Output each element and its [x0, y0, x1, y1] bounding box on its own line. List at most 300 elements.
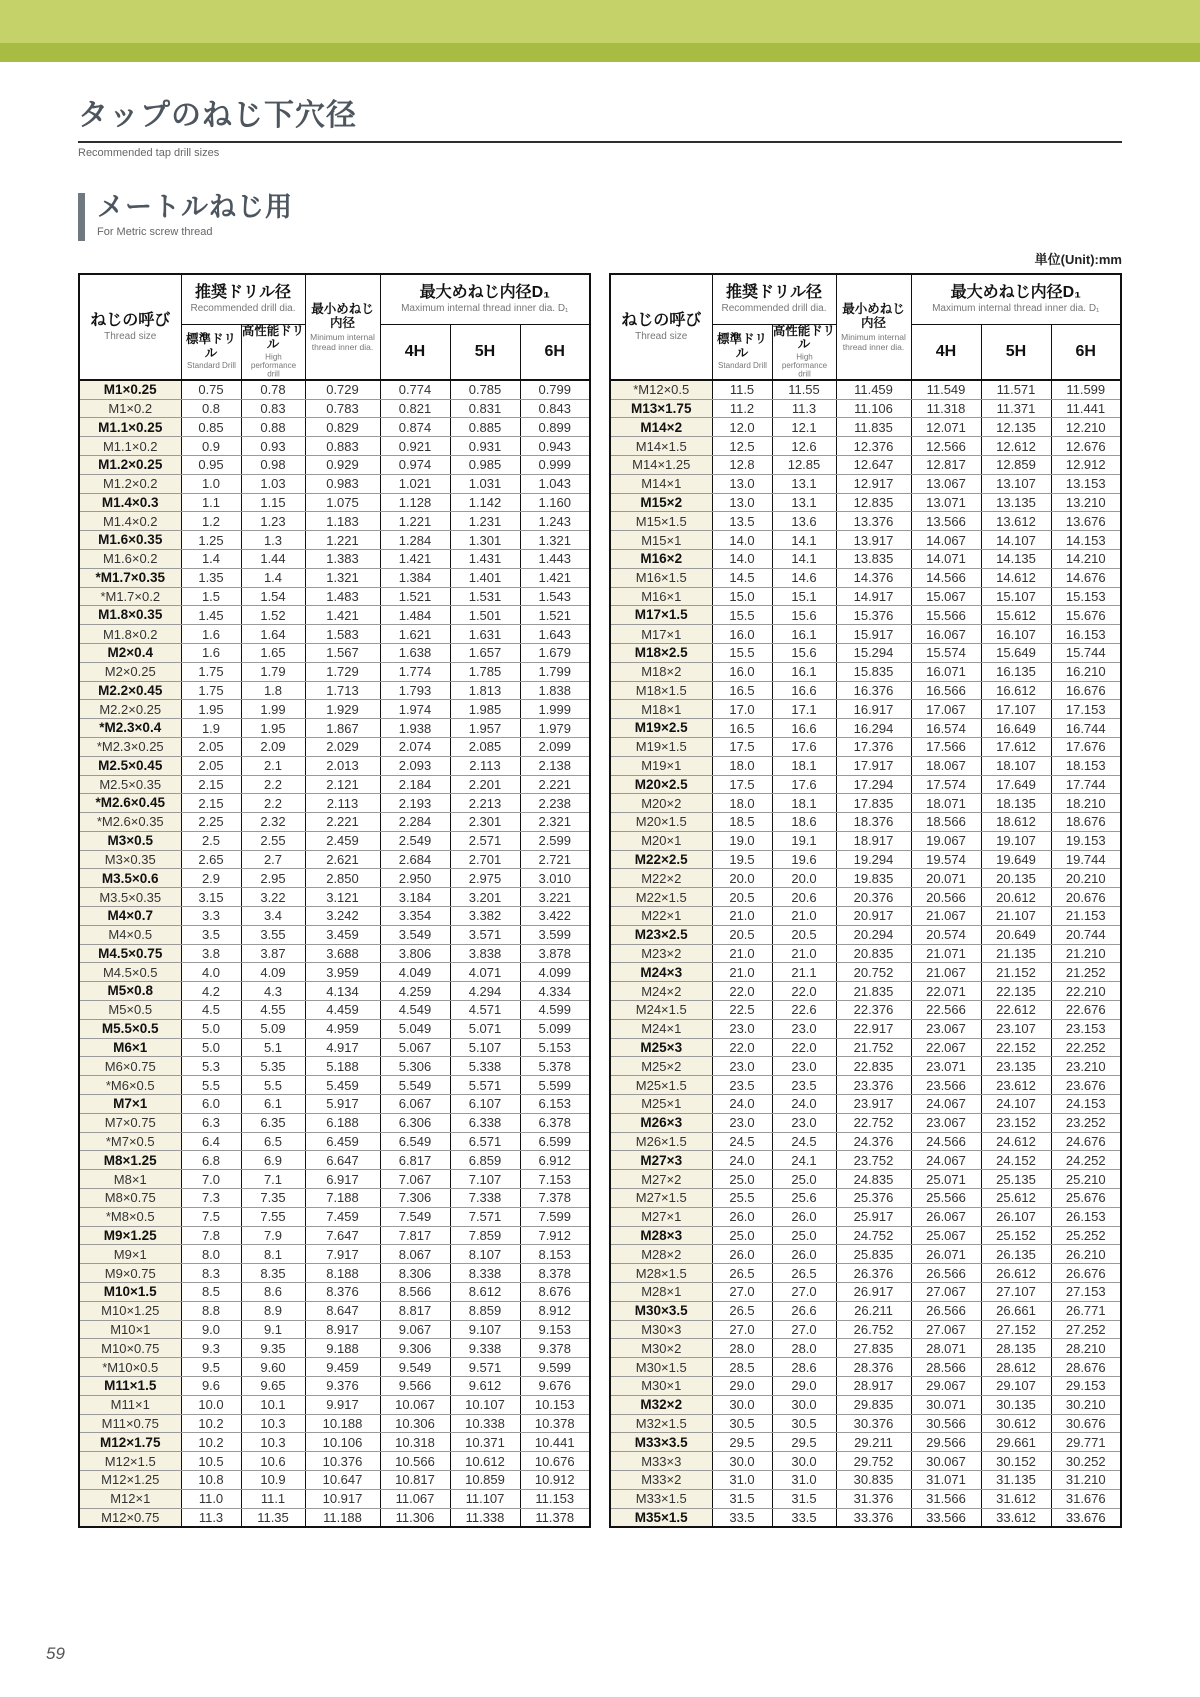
value-cell: 6.067: [380, 1095, 450, 1114]
value-cell: 1.44: [241, 549, 305, 568]
thread-size-cell: *M1.7×0.2: [79, 587, 181, 606]
value-cell: 6.35: [241, 1113, 305, 1132]
value-cell: 29.5: [772, 1433, 836, 1452]
thread-size-cell: *M8×0.5: [79, 1207, 181, 1226]
value-cell: 28.0: [772, 1339, 836, 1358]
value-cell: 7.859: [450, 1226, 520, 1245]
thread-size-cell: M15×1.5: [610, 512, 712, 531]
value-cell: 27.153: [1051, 1283, 1121, 1302]
value-cell: 1.531: [450, 587, 520, 606]
value-cell: 26.211: [836, 1301, 911, 1320]
value-cell: 26.376: [836, 1264, 911, 1283]
value-cell: 33.676: [1051, 1508, 1121, 1527]
value-cell: 15.294: [836, 643, 911, 662]
value-cell: 8.612: [450, 1283, 520, 1302]
value-cell: 23.0: [712, 1113, 772, 1132]
table-row: [610, 869, 1121, 888]
value-cell: 25.0: [712, 1170, 772, 1189]
value-cell: 4.09: [241, 963, 305, 982]
value-cell: 7.067: [380, 1170, 450, 1189]
value-cell: 8.1: [241, 1245, 305, 1264]
value-cell: 0.783: [305, 399, 380, 418]
value-cell: 17.649: [981, 775, 1051, 794]
value-cell: 2.571: [450, 831, 520, 850]
value-cell: 21.752: [836, 1038, 911, 1057]
table-row: [610, 1076, 1121, 1095]
value-cell: 20.612: [981, 888, 1051, 907]
value-cell: 2.201: [450, 775, 520, 794]
value-cell: 10.5: [181, 1452, 241, 1471]
value-cell: 8.8: [181, 1301, 241, 1320]
value-cell: 1.929: [305, 700, 380, 719]
value-cell: 9.549: [380, 1358, 450, 1377]
value-cell: 12.835: [836, 493, 911, 512]
thread-size-cell: M12×0.75: [79, 1508, 181, 1527]
value-cell: 1.483: [305, 587, 380, 606]
value-cell: 6.3: [181, 1113, 241, 1132]
thread-size-cell: M16×1.5: [610, 568, 712, 587]
value-cell: 11.3: [181, 1508, 241, 1527]
value-cell: 1.974: [380, 700, 450, 719]
value-cell: 16.067: [911, 625, 981, 644]
table-row: [79, 719, 590, 738]
thread-size-cell: M14×1: [610, 474, 712, 493]
value-cell: 20.744: [1051, 925, 1121, 944]
value-cell: 14.071: [911, 549, 981, 568]
table-row: [79, 869, 590, 888]
value-cell: 18.0: [712, 794, 772, 813]
table-row: [79, 1508, 590, 1527]
value-cell: 16.5: [712, 719, 772, 738]
col-header-high-performance-drill: 高性能ドリル High performance drill: [772, 323, 836, 379]
table-row: [79, 1001, 590, 1020]
value-cell: 12.859: [981, 455, 1051, 474]
value-cell: 19.067: [911, 831, 981, 850]
value-cell: 0.799: [520, 380, 590, 399]
value-cell: 10.1: [241, 1395, 305, 1414]
value-cell: 1.03: [241, 474, 305, 493]
value-cell: 5.1: [241, 1038, 305, 1057]
value-cell: 11.599: [1051, 380, 1121, 399]
value-cell: 26.0: [772, 1245, 836, 1264]
thread-size-cell: M23×2.5: [610, 925, 712, 944]
value-cell: 27.152: [981, 1320, 1051, 1339]
value-cell: 21.107: [981, 907, 1051, 926]
value-cell: 0.774: [380, 380, 450, 399]
thread-size-cell: M5.5×0.5: [79, 1019, 181, 1038]
value-cell: 3.5: [181, 925, 241, 944]
value-cell: 4.599: [520, 1001, 590, 1020]
thread-size-cell: M30×1.5: [610, 1358, 712, 1377]
value-cell: 12.376: [836, 437, 911, 456]
value-cell: 5.549: [380, 1076, 450, 1095]
value-cell: 21.0: [712, 944, 772, 963]
value-cell: 0.943: [520, 437, 590, 456]
thread-size-cell: M8×0.75: [79, 1189, 181, 1208]
value-cell: 7.912: [520, 1226, 590, 1245]
value-cell: 1.043: [520, 474, 590, 493]
table-row: [610, 1113, 1121, 1132]
value-cell: 5.071: [450, 1019, 520, 1038]
table-row: [610, 794, 1121, 813]
value-cell: 14.566: [911, 568, 981, 587]
value-cell: 18.0: [712, 756, 772, 775]
value-cell: 1.785: [450, 662, 520, 681]
value-cell: 4.294: [450, 982, 520, 1001]
value-cell: 29.067: [911, 1377, 981, 1396]
value-cell: 12.566: [911, 437, 981, 456]
value-cell: 8.338: [450, 1264, 520, 1283]
table-row: [79, 888, 590, 907]
value-cell: 7.549: [380, 1207, 450, 1226]
table-row: [610, 493, 1121, 512]
thread-size-cell: M19×1: [610, 756, 712, 775]
thread-size-cell: M24×1: [610, 1019, 712, 1038]
table-row: [610, 1339, 1121, 1358]
value-cell: 1.160: [520, 493, 590, 512]
value-cell: 30.210: [1051, 1395, 1121, 1414]
value-cell: 0.931: [450, 437, 520, 456]
value-cell: 1.979: [520, 719, 590, 738]
value-cell: 23.252: [1051, 1113, 1121, 1132]
value-cell: 3.8: [181, 944, 241, 963]
table-row: [610, 1132, 1121, 1151]
value-cell: 30.252: [1051, 1452, 1121, 1471]
value-cell: 16.153: [1051, 625, 1121, 644]
value-cell: 10.8: [181, 1470, 241, 1489]
value-cell: 13.5: [712, 512, 772, 531]
value-cell: 12.210: [1051, 418, 1121, 437]
value-cell: 1.0: [181, 474, 241, 493]
table-row: [79, 700, 590, 719]
thread-size-cell: M7×0.75: [79, 1113, 181, 1132]
value-cell: 18.107: [981, 756, 1051, 775]
value-cell: 18.376: [836, 813, 911, 832]
value-cell: 1.713: [305, 681, 380, 700]
table-row: [610, 737, 1121, 756]
value-cell: 26.676: [1051, 1264, 1121, 1283]
value-cell: 14.1: [772, 531, 836, 550]
value-cell: 18.917: [836, 831, 911, 850]
value-cell: 26.5: [772, 1264, 836, 1283]
value-cell: 2.621: [305, 850, 380, 869]
value-cell: 30.566: [911, 1414, 981, 1433]
value-cell: 28.376: [836, 1358, 911, 1377]
value-cell: 8.306: [380, 1264, 450, 1283]
value-cell: 29.211: [836, 1433, 911, 1452]
thread-size-cell: M9×1.25: [79, 1226, 181, 1245]
table-row: [79, 455, 590, 474]
value-cell: 25.067: [911, 1226, 981, 1245]
value-cell: 15.612: [981, 606, 1051, 625]
value-cell: 1.321: [305, 568, 380, 587]
value-cell: 21.0: [772, 944, 836, 963]
value-cell: 16.0: [712, 625, 772, 644]
value-cell: 1.799: [520, 662, 590, 681]
value-cell: 17.153: [1051, 700, 1121, 719]
value-cell: 10.306: [380, 1414, 450, 1433]
col-header-5h: 5H: [981, 324, 1051, 380]
table-row: [610, 1283, 1121, 1302]
value-cell: 9.35: [241, 1339, 305, 1358]
value-cell: 26.661: [981, 1301, 1051, 1320]
table-row: [610, 1489, 1121, 1508]
table-row: [610, 399, 1121, 418]
value-cell: 2.238: [520, 794, 590, 813]
value-cell: 5.153: [520, 1038, 590, 1057]
value-cell: 23.067: [911, 1019, 981, 1038]
table-row: [79, 963, 590, 982]
value-cell: 14.153: [1051, 531, 1121, 550]
value-cell: 31.210: [1051, 1470, 1121, 1489]
value-cell: 15.5: [712, 643, 772, 662]
thread-size-cell: M28×1.5: [610, 1264, 712, 1283]
value-cell: 5.099: [520, 1019, 590, 1038]
value-cell: 10.2: [181, 1433, 241, 1452]
value-cell: 27.252: [1051, 1320, 1121, 1339]
value-cell: 6.107: [450, 1095, 520, 1114]
value-cell: 6.338: [450, 1113, 520, 1132]
col-header-standard-drill: 標準ドリル Standard Drill: [181, 324, 241, 380]
table-row: [79, 1433, 590, 1452]
table-row: [79, 982, 590, 1001]
value-cell: 1.643: [520, 625, 590, 644]
value-cell: 6.912: [520, 1151, 590, 1170]
value-cell: 1.421: [380, 549, 450, 568]
thread-size-cell: *M7×0.5: [79, 1132, 181, 1151]
thread-size-cell: M4.5×0.75: [79, 944, 181, 963]
value-cell: 20.5: [712, 925, 772, 944]
value-cell: 28.566: [911, 1358, 981, 1377]
value-cell: 0.899: [520, 418, 590, 437]
table-row: [79, 1358, 590, 1377]
value-cell: 22.0: [772, 982, 836, 1001]
thread-size-cell: M3×0.5: [79, 831, 181, 850]
value-cell: 2.221: [305, 813, 380, 832]
value-cell: 5.3: [181, 1057, 241, 1076]
value-cell: 1.128: [380, 493, 450, 512]
value-cell: 0.974: [380, 455, 450, 474]
value-cell: 23.752: [836, 1151, 911, 1170]
value-cell: 7.338: [450, 1189, 520, 1208]
value-cell: 15.067: [911, 587, 981, 606]
value-cell: 1.52: [241, 606, 305, 625]
value-cell: 25.0: [772, 1170, 836, 1189]
value-cell: 1.521: [380, 587, 450, 606]
table-row: [610, 1189, 1121, 1208]
value-cell: 14.0: [712, 549, 772, 568]
value-cell: 2.15: [181, 794, 241, 813]
table-row: [79, 1113, 590, 1132]
value-cell: 2.05: [181, 737, 241, 756]
value-cell: 5.35: [241, 1057, 305, 1076]
value-cell: 16.210: [1051, 662, 1121, 681]
value-cell: 22.071: [911, 982, 981, 1001]
thread-size-cell: M6×0.75: [79, 1057, 181, 1076]
value-cell: 1.638: [380, 643, 450, 662]
value-cell: 13.376: [836, 512, 911, 531]
thread-size-cell: M18×2.5: [610, 643, 712, 662]
value-cell: 2.029: [305, 737, 380, 756]
col-header-6h: 6H: [520, 324, 590, 380]
table-row: [610, 963, 1121, 982]
table-row: [610, 418, 1121, 437]
value-cell: 11.318: [911, 399, 981, 418]
table-row: [610, 549, 1121, 568]
thread-size-cell: M20×1.5: [610, 813, 712, 832]
value-cell: 9.917: [305, 1395, 380, 1414]
value-cell: 29.153: [1051, 1377, 1121, 1396]
table-row: [610, 1001, 1121, 1020]
table-row: [79, 474, 590, 493]
table-row: [79, 1038, 590, 1057]
value-cell: 9.5: [181, 1358, 241, 1377]
value-cell: 16.612: [981, 681, 1051, 700]
value-cell: 26.6: [772, 1301, 836, 1320]
value-cell: 1.075: [305, 493, 380, 512]
value-cell: 6.459: [305, 1132, 380, 1151]
table-row: [610, 831, 1121, 850]
thread-size-cell: M1×0.2: [79, 399, 181, 418]
value-cell: 20.210: [1051, 869, 1121, 888]
value-cell: 1.142: [450, 493, 520, 512]
value-cell: 28.071: [911, 1339, 981, 1358]
value-cell: 29.752: [836, 1452, 911, 1471]
value-cell: 24.0: [712, 1151, 772, 1170]
table-row: [79, 1395, 590, 1414]
value-cell: 9.153: [520, 1320, 590, 1339]
value-cell: 3.422: [520, 907, 590, 926]
value-cell: 1.813: [450, 681, 520, 700]
value-cell: 20.5: [772, 925, 836, 944]
table-row: [610, 1452, 1121, 1471]
section-title: メートルねじ用: [97, 192, 293, 222]
value-cell: 24.252: [1051, 1151, 1121, 1170]
value-cell: 2.684: [380, 850, 450, 869]
value-cell: 1.65: [241, 643, 305, 662]
value-cell: 13.0: [712, 493, 772, 512]
value-cell: 2.138: [520, 756, 590, 775]
table-row: [610, 700, 1121, 719]
value-cell: 24.067: [911, 1151, 981, 1170]
value-cell: 13.612: [981, 512, 1051, 531]
page-title: タップのねじ下穴径: [78, 99, 357, 132]
value-cell: 10.3: [241, 1433, 305, 1452]
value-cell: 16.294: [836, 719, 911, 738]
value-cell: 2.850: [305, 869, 380, 888]
value-cell: 3.838: [450, 944, 520, 963]
value-cell: 27.0: [712, 1283, 772, 1302]
value-cell: 5.917: [305, 1095, 380, 1114]
thread-size-cell: M10×0.75: [79, 1339, 181, 1358]
thread-size-cell: M16×1: [610, 587, 712, 606]
value-cell: 9.459: [305, 1358, 380, 1377]
value-cell: 10.338: [450, 1414, 520, 1433]
value-cell: 14.067: [911, 531, 981, 550]
table-row: [79, 587, 590, 606]
value-cell: 1.79: [241, 662, 305, 681]
value-cell: 3.4: [241, 907, 305, 926]
value-cell: 10.378: [520, 1414, 590, 1433]
thread-size-cell: M27×1.5: [610, 1189, 712, 1208]
table-row: [79, 1207, 590, 1226]
value-cell: 1.938: [380, 719, 450, 738]
value-cell: 16.1: [772, 625, 836, 644]
value-cell: 7.188: [305, 1189, 380, 1208]
value-cell: 13.835: [836, 549, 911, 568]
thread-size-cell: *M2.6×0.35: [79, 813, 181, 832]
value-cell: 29.835: [836, 1395, 911, 1414]
value-cell: 14.210: [1051, 549, 1121, 568]
value-cell: 1.221: [305, 531, 380, 550]
thread-size-cell: M8×1: [79, 1170, 181, 1189]
value-cell: 2.05: [181, 756, 241, 775]
value-cell: 5.378: [520, 1057, 590, 1076]
section-subtitle: For Metric screw thread: [97, 225, 213, 238]
value-cell: 28.135: [981, 1339, 1051, 1358]
value-cell: 15.107: [981, 587, 1051, 606]
value-cell: 1.6: [181, 625, 241, 644]
value-cell: 31.5: [712, 1489, 772, 1508]
value-cell: 16.5: [712, 681, 772, 700]
value-cell: 0.78: [241, 380, 305, 399]
value-cell: 23.566: [911, 1076, 981, 1095]
value-cell: 1.284: [380, 531, 450, 550]
value-cell: 25.676: [1051, 1189, 1121, 1208]
value-cell: 9.571: [450, 1358, 520, 1377]
col-header-recommended-drill: 推奨ドリル径 Recommended drill dia.: [181, 274, 305, 324]
value-cell: 13.917: [836, 531, 911, 550]
table-row: [79, 1132, 590, 1151]
value-cell: 10.6: [241, 1452, 305, 1471]
value-cell: 17.5: [712, 737, 772, 756]
value-cell: 24.1: [772, 1151, 836, 1170]
value-cell: 26.107: [981, 1207, 1051, 1226]
value-cell: 12.6: [772, 437, 836, 456]
value-cell: 19.107: [981, 831, 1051, 850]
value-cell: 9.6: [181, 1377, 241, 1396]
value-cell: 5.599: [520, 1076, 590, 1095]
table-row: [610, 1301, 1121, 1320]
thread-size-cell: M23×2: [610, 944, 712, 963]
table-row: [79, 1264, 590, 1283]
value-cell: 2.085: [450, 737, 520, 756]
value-cell: 10.441: [520, 1433, 590, 1452]
value-cell: 33.612: [981, 1508, 1051, 1527]
value-cell: 0.85: [181, 418, 241, 437]
value-cell: 5.188: [305, 1057, 380, 1076]
value-cell: 28.917: [836, 1377, 911, 1396]
value-cell: 3.184: [380, 888, 450, 907]
table-row: [79, 1489, 590, 1508]
value-cell: 27.835: [836, 1339, 911, 1358]
value-cell: 21.0: [712, 907, 772, 926]
value-cell: 12.071: [911, 418, 981, 437]
value-cell: 15.744: [1051, 643, 1121, 662]
value-cell: 10.817: [380, 1470, 450, 1489]
value-cell: 2.975: [450, 869, 520, 888]
value-cell: 6.5: [241, 1132, 305, 1151]
value-cell: 15.0: [712, 587, 772, 606]
table-row: [79, 1283, 590, 1302]
value-cell: 5.306: [380, 1057, 450, 1076]
value-cell: 23.0: [712, 1057, 772, 1076]
value-cell: 15.917: [836, 625, 911, 644]
value-cell: 6.378: [520, 1113, 590, 1132]
value-cell: 10.612: [450, 1452, 520, 1471]
thread-size-cell: M27×1: [610, 1207, 712, 1226]
value-cell: 1.45: [181, 606, 241, 625]
